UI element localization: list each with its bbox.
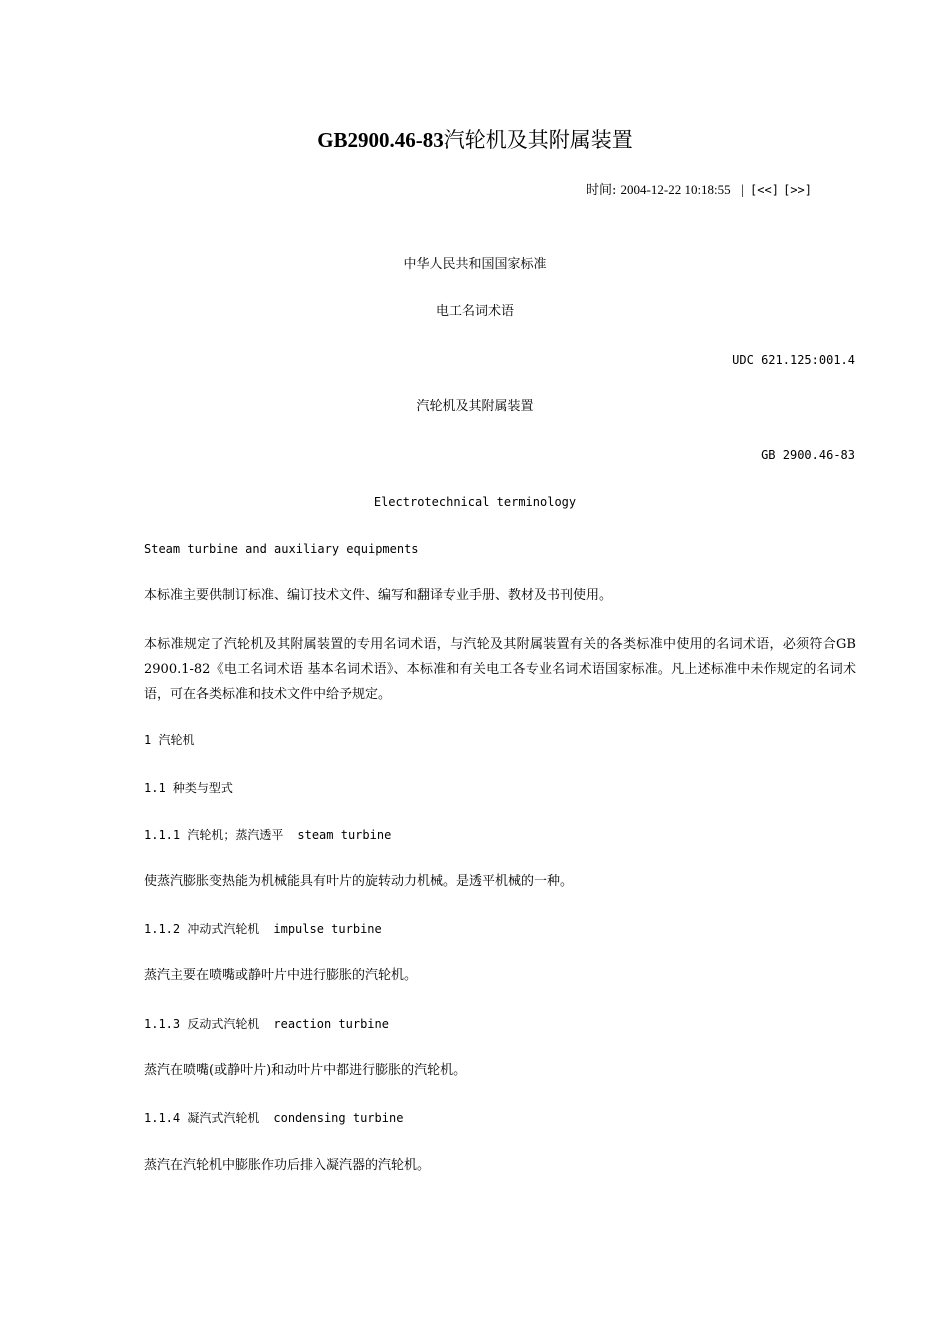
title-text: 汽轮机及其附属装置: [443, 128, 633, 152]
term-definition: 使蒸汽膨胀变热能为机械能具有叶片的旋转动力机械。是透平机械的一种。: [144, 874, 574, 889]
post-meta: [586, 181, 812, 200]
term-chinese: 汽轮机；蒸汽透平: [187, 828, 284, 842]
category-heading: 电工名词术语: [435, 304, 514, 319]
next-link[interactable]: [>>]: [783, 183, 812, 197]
term-english: condensing turbine: [273, 1111, 404, 1125]
intro-paragraph-2: 本标准规定了汽轮机及其附属装置的专用名词术语，与汽轮及其附属装置有关的各类标准中使用的名词术语，必须符合GB 2900.1-82《电工名词术语 基本名词术语》、本标准和有关电工各专业名词术语国家标准。凡上述标准中未作规定的名词术语，可在各类标准和技术文件中给予规定。: [144, 637, 856, 702]
term-english: reaction turbine: [273, 1017, 389, 1031]
english-subject: Steam turbine and auxiliary equipments: [144, 542, 419, 556]
term-heading: [144, 920, 382, 938]
title-code: GB2900.46-83: [317, 128, 444, 152]
term-english: steam turbine: [297, 828, 392, 842]
term-chinese: 冲动式汽轮机: [187, 922, 260, 936]
time-label: 时间:: [586, 183, 617, 198]
udc-code: UDC 621.125:001.4: [732, 353, 855, 367]
term-heading: [144, 826, 391, 844]
term-number: 1.1.4: [144, 1111, 181, 1125]
prev-link[interactable]: [<<]: [750, 183, 779, 197]
term-chinese: 凝汽式汽轮机: [187, 1111, 260, 1125]
timestamp: 2004-12-22 10:18:55: [620, 182, 731, 197]
meta-separator: |: [738, 183, 747, 197]
term-english: impulse turbine: [273, 922, 382, 936]
term-definition: 蒸汽主要在喷嘴或静叶片中进行膨胀的汽轮机。: [144, 968, 418, 983]
term-heading: [144, 1015, 389, 1033]
term-chinese: 反动式汽轮机: [187, 1017, 260, 1031]
section-heading-text: 1 汽轮机: [144, 733, 195, 747]
gb-number: GB 2900.46-83: [761, 448, 855, 462]
term-number: 1.1.3: [144, 1017, 181, 1031]
page-title: [0, 125, 950, 155]
section-heading-1-1: [144, 779, 233, 797]
term-definition: 蒸汽在喷嘴(或静叶片)和动叶片中都进行膨胀的汽轮机。: [144, 1063, 467, 1078]
section-heading-text: 1.1 种类与型式: [144, 781, 233, 795]
national-standard-heading: 中华人民共和国国家标准: [403, 257, 547, 272]
subject-heading: 汽轮机及其附属装置: [416, 399, 534, 414]
english-category: Electrotechnical terminology: [373, 495, 577, 509]
section-heading-1: [144, 731, 194, 749]
term-number: 1.1.1: [144, 828, 181, 842]
term-heading: [144, 1109, 403, 1127]
term-definition: 蒸汽在汽轮机中膨胀作功后排入凝汽器的汽轮机。: [144, 1158, 431, 1173]
term-number: 1.1.2: [144, 922, 181, 936]
intro-paragraph-1: 本标准主要供制订标准、编订技术文件、编写和翻译专业手册、教材及书刊使用。: [144, 588, 613, 603]
